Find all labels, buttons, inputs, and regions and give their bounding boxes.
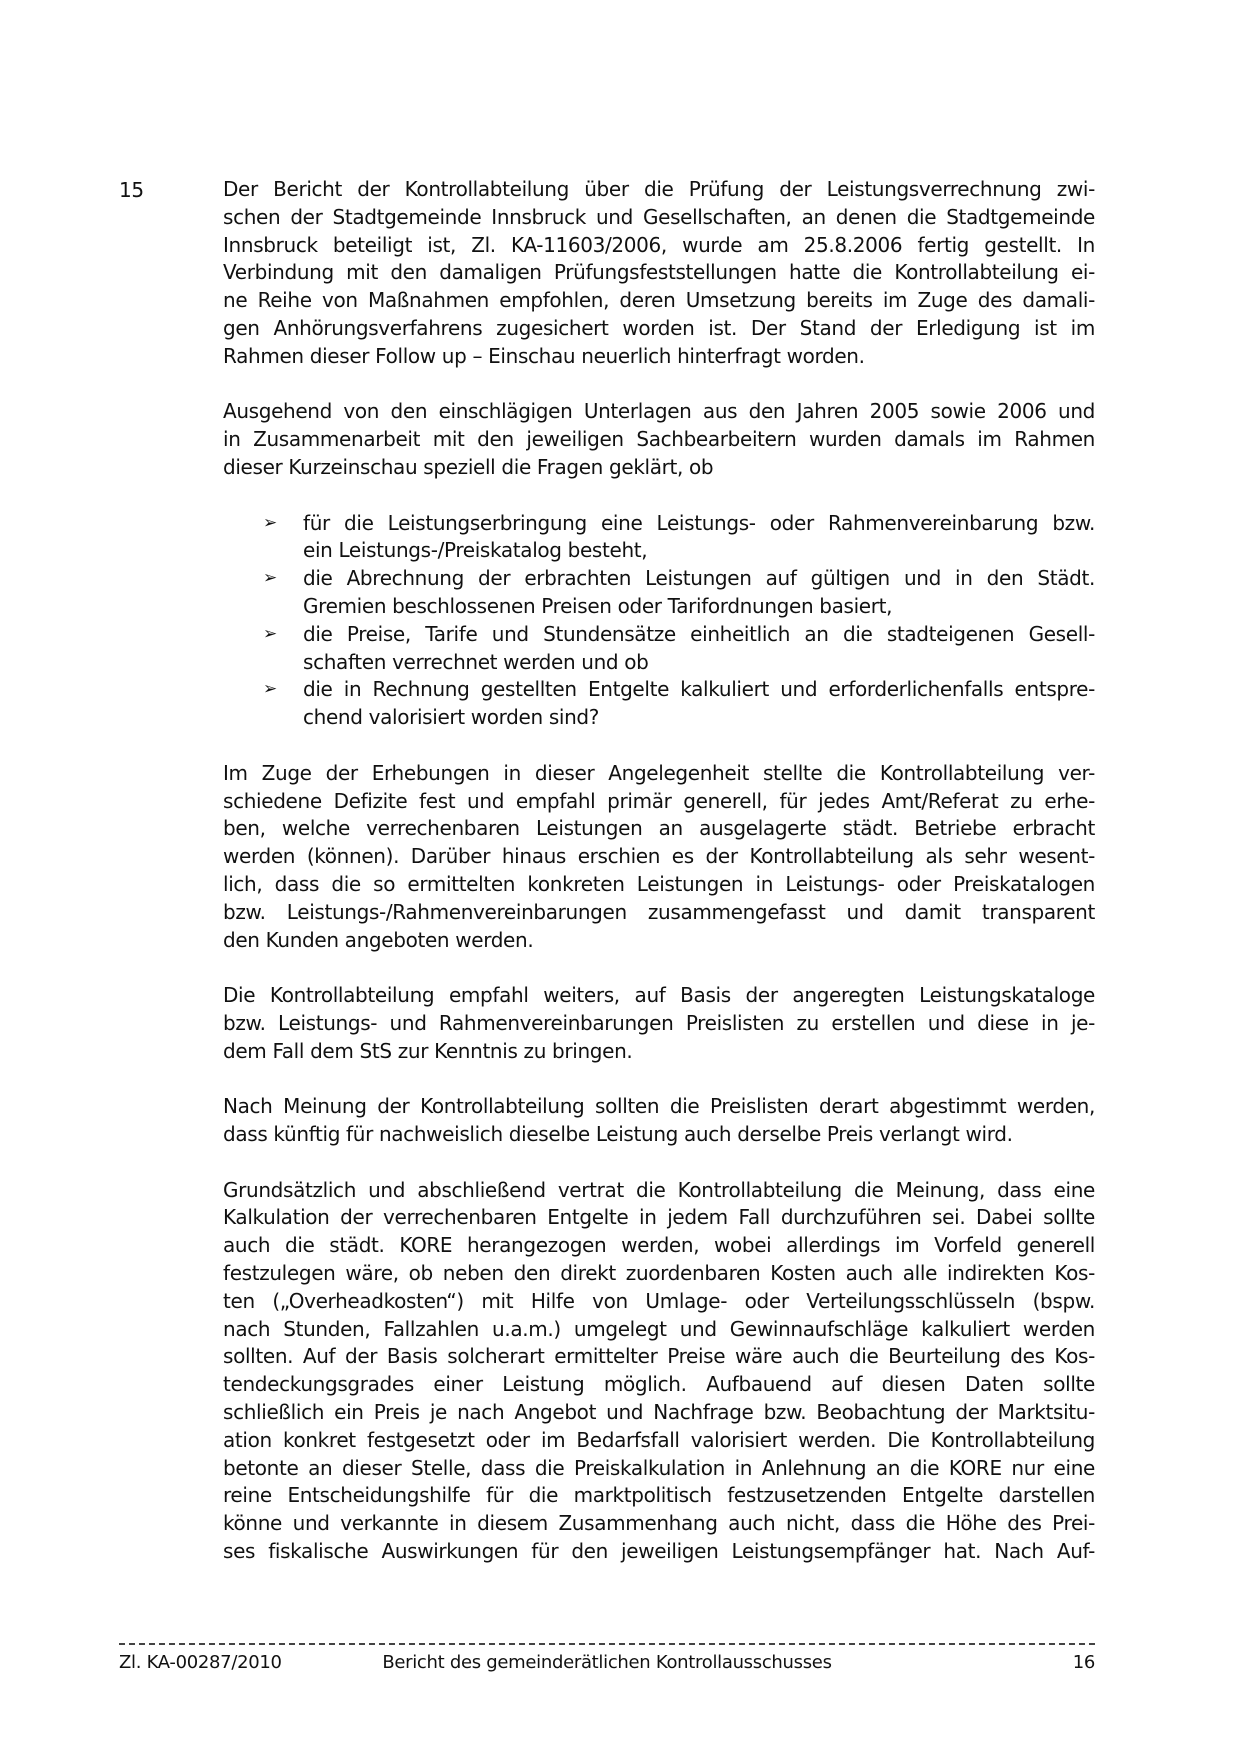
text-line: tendeckungsgrades einer Leistung möglich. Aufbauend auf diesen Daten sollte — [223, 1372, 1095, 1397]
text-line: Kalkulation der verrechenbaren Entgelte in jedem Fall durchzuführen sei. Dabei sollte — [223, 1205, 1095, 1230]
text-line: ten („Overheadkosten“) mit Hilfe von Umlage- oder Verteilungsschlüsseln (bspw. — [223, 1288, 1095, 1313]
text-line: ses fiskalische Auswirkungen für den jeweiligen Leistungsempfänger hat. Nach Auf- — [223, 1539, 1095, 1564]
text-line: Der Bericht der Kontrollabteilung über die Prüfung der Leistungsverrechnung zwi- — [223, 177, 1095, 201]
paragraph — [223, 760, 1095, 955]
text-line: dieser Kurzeinschau speziell die Fragen geklärt, ob — [223, 454, 714, 479]
bullet-item — [263, 621, 1095, 677]
text-line: die Abrechnung der erbrachten Leistungen auf gültigen und in den Städt. — [303, 566, 1095, 591]
text-line: könne und verkannte in diesem Zusammenhang auch nicht, dass die Höhe des Prei- — [223, 1511, 1095, 1536]
text-line: ben, welche verrechenbaren Leistungen an ausgelagerte städt. Betriebe erbracht — [223, 816, 1095, 841]
text-line: betonte an dieser Stelle, dass die Preiskalkulation in Anlehnung an die KORE nur eine — [223, 1455, 1095, 1480]
footer-reference: Zl. KA-00287/2010 — [119, 1652, 282, 1673]
text-line: schiedene Defizite fest und empfahl primär generell, für jedes Amt/Referat zu erhe- — [223, 788, 1095, 813]
text-line: Verbindung mit den damaligen Prüfungsfeststellungen hatte die Kontrollabteilung ei- — [223, 260, 1095, 285]
text-line: Nach Meinung der Kontrollabteilung sollten die Preislisten derart abgestimmt werden, — [223, 1094, 1095, 1119]
text-line: Rahmen dieser Follow up – Einschau neuerlich hinterfragt worden. — [223, 343, 865, 368]
bullet-item — [263, 510, 1095, 566]
bullet-item — [263, 676, 1095, 732]
footer-title: Bericht des gemeinderätlichen Kontrollausschusses — [382, 1652, 832, 1673]
footer-page-number: 16 — [1072, 1652, 1095, 1673]
text-line: schließlich ein Preis je nach Angebot und Nachfrage bzw. Beobachtung der Marktsitu- — [223, 1400, 1095, 1425]
paragraph — [223, 982, 1095, 1065]
bullet-list — [263, 510, 1095, 732]
text-line: nach Stunden, Fallzahlen u.a.m.) umgelegt und Gewinnaufschläge kalkuliert werden — [223, 1316, 1095, 1341]
text-line: lich, dass die so ermittelten konkreten Leistungen in Leistungs- oder Preiskatalogen — [223, 871, 1095, 896]
text-line: für die Leistungserbringung eine Leistungs- oder Rahmenvereinbarung bzw. — [303, 510, 1095, 535]
footer-divider — [119, 1643, 1095, 1645]
text-line: Gremien beschlossenen Preisen oder Tarifordnungen basiert, — [303, 593, 893, 618]
text-line: in Zusammenarbeit mit den jeweiligen Sachbearbeitern wurden damals im Rahmen — [223, 427, 1095, 452]
text-line: festzulegen wäre, ob neben den direkt zuordenbaren Kosten auch alle indirekten Kos- — [223, 1261, 1095, 1286]
text-line: Ausgehend von den einschlägigen Unterlagen aus den Jahren 2005 sowie 2006 und — [223, 399, 1095, 424]
text-line: dem Fall dem StS zur Kenntnis zu bringen. — [223, 1038, 633, 1063]
text-line: schen der Stadtgemeinde Innsbruck und Gesellschaften, an denen die Stadtgemeinde — [223, 204, 1095, 229]
text-line: die Preise, Tarife und Stundensätze einheitlich an die stadteigenen Gesell- — [303, 621, 1095, 646]
arrow-bullet-icon: ➢ — [263, 512, 278, 533]
text-line: ation konkret festgesetzt oder im Bedarfsfall valorisiert werden. Die Kontrollabteilung — [223, 1427, 1095, 1452]
text-line: chend valorisiert worden sind? — [303, 705, 600, 730]
text-line: ein Leistungs-/Preiskatalog besteht, — [303, 538, 648, 563]
report-body — [223, 176, 1095, 1566]
text-line: ne Reihe von Maßnahmen empfohlen, deren Umsetzung bereits im Zuge des damali- — [223, 288, 1095, 313]
text-line: auch die städt. KORE herangezogen werden, wobei allerdings im Vorfeld generell — [223, 1233, 1095, 1258]
text-line: die in Rechnung gestellten Entgelte kalkuliert und erforderlichenfalls entspre- — [303, 677, 1095, 702]
paragraph — [223, 1093, 1095, 1149]
paragraph — [223, 1177, 1095, 1566]
text-line: Grundsätzlich und abschließend vertrat die Kontrollabteilung die Meinung, dass eine — [223, 1177, 1095, 1202]
paragraph-number: 15 — [119, 178, 144, 202]
text-line: Die Kontrollabteilung empfahl weiters, auf Basis der angeregten Leistungskataloge — [223, 983, 1095, 1008]
arrow-bullet-icon: ➢ — [263, 679, 278, 700]
paragraph — [223, 176, 1095, 371]
text-line: sollten. Auf der Basis solcherart ermittelter Preise wäre auch die Beurteilung des Kos- — [223, 1344, 1095, 1369]
text-line: schaften verrechnet werden und ob — [303, 649, 649, 674]
arrow-bullet-icon: ➢ — [263, 623, 278, 644]
paragraph — [223, 398, 1095, 481]
text-line: Innsbruck beteiligt ist, Zl. KA-11603/2006, wurde am 25.8.2006 fertig gestellt. In — [223, 232, 1095, 257]
text-line: werden (können). Darüber hinaus erschien es der Kontrollabteilung als sehr wesent- — [223, 844, 1095, 869]
text-line: dass künftig für nachweislich dieselbe Leistung auch derselbe Preis verlangt wird. — [223, 1122, 1013, 1147]
arrow-bullet-icon: ➢ — [263, 568, 278, 589]
text-line: reine Entscheidungshilfe für die marktpolitisch festzusetzenden Entgelte darstellen — [223, 1483, 1095, 1508]
text-line: bzw. Leistungs-/Rahmenvereinbarungen zusammengefasst und damit transparent — [223, 899, 1095, 924]
text-line: den Kunden angeboten werden. — [223, 927, 534, 952]
text-line: Im Zuge der Erhebungen in dieser Angelegenheit stellte die Kontrollabteilung ver- — [223, 760, 1095, 785]
text-line: bzw. Leistungs- und Rahmenvereinbarungen Preislisten zu erstellen und diese in je- — [223, 1010, 1095, 1035]
bullet-item — [263, 565, 1095, 621]
text-line: gen Anhörungsverfahrens zugesichert worden ist. Der Stand der Erledigung ist im — [223, 315, 1095, 340]
